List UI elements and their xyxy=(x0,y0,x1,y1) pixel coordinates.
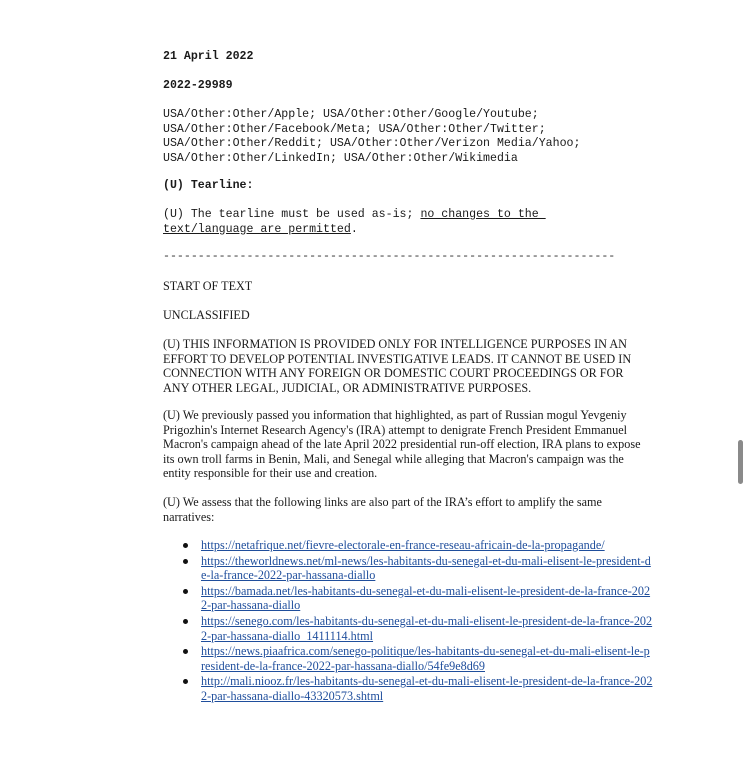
disclaimer-paragraph: (U) THIS INFORMATION IS PROVIDED ONLY FOR INTELLIGENCE PURPOSES IN AN EFFORT TO DEVELOP POTENTIAL INVESTIGATIVE LEADS. IT CANNOT BE USED IN CONNECTION WITH ANY FOREIGN OR DOMESTIC COURT PROCEEDINGS OR FOR ANY OTHER LEGAL, JUDICIAL, OR ADMINISTRATIVE PURPOSES. xyxy=(163,337,632,395)
document-reference: 2022-29989 xyxy=(163,79,233,92)
classification-marking: UNCLASSIFIED xyxy=(163,308,250,322)
tearline-text: . xyxy=(350,222,358,236)
link[interactable]: https://theworldnews.net/ml-news/les-habitants-du-senegal-et-du-mali-elisent-le-president-de-la-france-2022-par-hassana-diallo xyxy=(201,553,651,583)
body-paragraph: (U) We previously passed you information that highlighted, as part of Russian mogul Yevgeniy Prigozhin's Internet Research Agency's (IRA) attempt to denigrate French President Emmanuel Macron's campaign ahead of the late April 2022 presidential run-off election, IRA plans to expose its own troll farms in Benin, Mali, and Senegal while alleging that Macron's campaign was the entity responsible for their use and creation. xyxy=(163,408,641,481)
recipient-line: USA/Other:Other/Apple; USA/Other:Other/Google/Youtube; xyxy=(163,108,539,121)
list-item xyxy=(183,644,653,673)
link[interactable]: http://mali.niooz.fr/les-habitants-du-senegal-et-du-mali-elisent-le-president-de-la-france-2022-par-hassana-diallo-43320573.shtml xyxy=(201,674,653,703)
bullet-icon xyxy=(183,559,188,564)
list-item xyxy=(183,584,653,613)
link[interactable]: https://senego.com/les-habitants-du-senegal-et-du-mali-elisent-le-president-de-la-france-2022-par-hassana-diallo_1411114.html xyxy=(201,613,653,643)
start-of-text: START OF TEXT xyxy=(163,279,253,293)
scrollbar[interactable] xyxy=(738,440,743,484)
tearline-text: (U) The tearline must be used as-is; xyxy=(163,208,421,221)
tearline-emphasis: no changes to the xyxy=(420,208,546,221)
list-item xyxy=(183,614,653,643)
tearline-heading: (U) Tearline: xyxy=(163,179,254,192)
list-item xyxy=(183,674,653,703)
recipient-list xyxy=(163,108,580,166)
link-list xyxy=(183,538,653,705)
bullet-icon xyxy=(183,543,188,548)
bullet-icon xyxy=(183,649,188,654)
document-date: 21 April 2022 xyxy=(163,50,254,63)
list-item xyxy=(183,554,653,583)
bullet-icon xyxy=(183,619,188,624)
bullet-icon xyxy=(183,589,188,594)
link[interactable]: https://netafrique.net/fievre-electorale-en-france-reseau-africain-de-la-propagande/ xyxy=(201,538,605,552)
bullet-icon xyxy=(183,679,188,684)
body-paragraph: (U) We assess that the following links are also part of the IRA’s effort to amplify the same narratives: xyxy=(163,495,602,524)
separator-line: ----------------------------------------------------------------- xyxy=(163,250,616,263)
list-item xyxy=(183,538,653,553)
link[interactable]: https://bamada.net/les-habitants-du-senegal-et-du-mali-elisent-le-president-de-la-france-2022-par-hassana-diallo xyxy=(201,583,651,613)
recipient-line: USA/Other:Other/LinkedIn; USA/Other:Other/Wikimedia xyxy=(163,151,518,165)
tearline-instruction xyxy=(163,208,546,237)
link[interactable]: https://news.piaafrica.com/senego-politique/les-habitants-du-senegal-et-du-mali-elisent-le-president-de-la-france-2022-par-hassana-diallo/54fe9e8d69 xyxy=(201,644,650,673)
recipient-line: USA/Other:Other/Facebook/Meta; USA/Other:Other/Twitter; xyxy=(163,122,546,136)
tearline-emphasis: text/language are permitted xyxy=(163,222,351,236)
recipient-line: USA/Other:Other/Reddit; USA/Other:Other/Verizon Media/Yahoo; xyxy=(163,137,581,151)
